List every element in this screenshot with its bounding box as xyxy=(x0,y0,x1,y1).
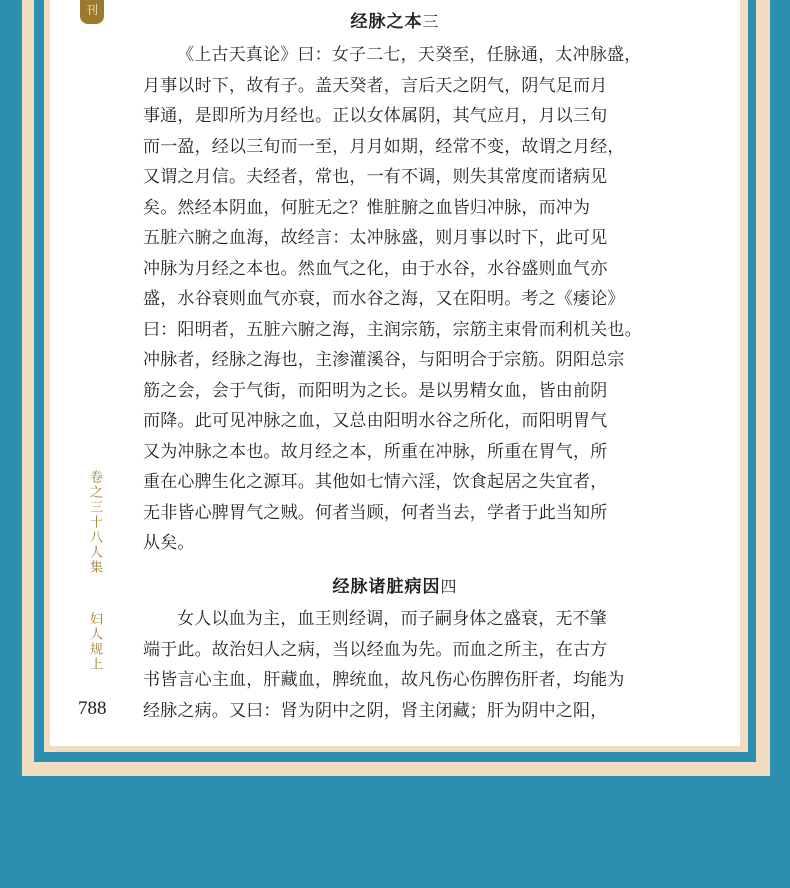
text-line: 五脏六腑之血海，故经言：太冲脉盛，则月事以时下，此可见 xyxy=(143,228,608,248)
text-line: 重在心脾生化之源耳。其他如七情六淫，饮食起居之失宜者， xyxy=(143,472,608,492)
text-line: 筋之会，会于气街，而阳明为之长。是以男精女血，皆由前阴 xyxy=(143,380,608,401)
section-number: 三 xyxy=(422,12,440,31)
text-line: 从矣。 xyxy=(143,533,195,553)
text-line: 女人以血为主，血王则经调，而子嗣身体之盛衰，无不肇 xyxy=(177,609,607,629)
text-line: 冲脉为月经之本也。然血气之化，由于水谷，水谷盛则血气亦 xyxy=(143,258,608,279)
text-line: 又为冲脉之本也。故月经之本，所重在冲脉，所重在胃气，所 xyxy=(143,441,608,462)
section-title-text: 经脉诸脏病因 xyxy=(332,577,441,597)
text-line: 端于此。故治妇人之病，当以经血为先。而血之所主，在古方 xyxy=(143,639,608,660)
text-line: 事通，是即所为月经也。正以女体属阴，其气应月，月以三旬 xyxy=(143,106,608,126)
text-line: 月事以时下，故有子。盖天癸者，言后天之阴气，阴气足而月 xyxy=(143,75,608,96)
section-number: 四 xyxy=(440,577,458,596)
section-title-2 xyxy=(0,572,790,597)
section-body-1 xyxy=(143,40,653,559)
text-line: 冲脉者，经脉之海也，主渗灌溪谷，与阳明合于宗筋。阴阳总宗 xyxy=(143,350,625,370)
section-title-1 xyxy=(0,7,790,32)
margin-chapter-label: 妇人规上 xyxy=(87,612,102,672)
section-title-text: 经脉之本 xyxy=(350,12,423,32)
page-number: 788 xyxy=(78,698,107,719)
text-line: 盛，水谷衰则血气亦衰，而水谷之海，又在阳明。考之《痿论》 xyxy=(143,289,625,309)
text-line: 《上古天真论》曰：女子二七，天癸至，任脉通，太冲脉盛， xyxy=(177,45,642,65)
text-line: 曰：阳明者，五脏六腑之海，主润宗筋，宗筋主束骨而利机关也。 xyxy=(143,319,642,340)
text-line: 又谓之月信。夫经者，常也，一有不调，则失其常度而诸病见 xyxy=(143,167,608,187)
text-line: 无非皆心脾胃气之贼。何者当顾，何者当去，学者于此当知所 xyxy=(143,502,608,523)
section-body-2 xyxy=(143,604,653,726)
text-line: 矣。然经本阴血，何脏无之？惟脏腑之血皆归冲脉，而冲为 xyxy=(143,197,591,218)
text-line: 而一盈，经以三旬而一至，月月如期，经常不变，故谓之月经， xyxy=(143,136,625,157)
text-line: 而降。此可见冲脉之血，又总由阳明水谷之所化，而阳明胃气 xyxy=(143,411,608,431)
text-line: 经脉之病。又曰：肾为阴中之阴，肾主闭藏；肝为阴中之阳， xyxy=(143,700,608,721)
seal-glyph: 刊 xyxy=(85,3,98,17)
text-line: 书皆言心主血，肝藏血，脾统血，故凡伤心伤脾伤肝者，均能为 xyxy=(143,670,625,690)
margin-volume-label: 卷之三十八人集 xyxy=(87,470,102,575)
